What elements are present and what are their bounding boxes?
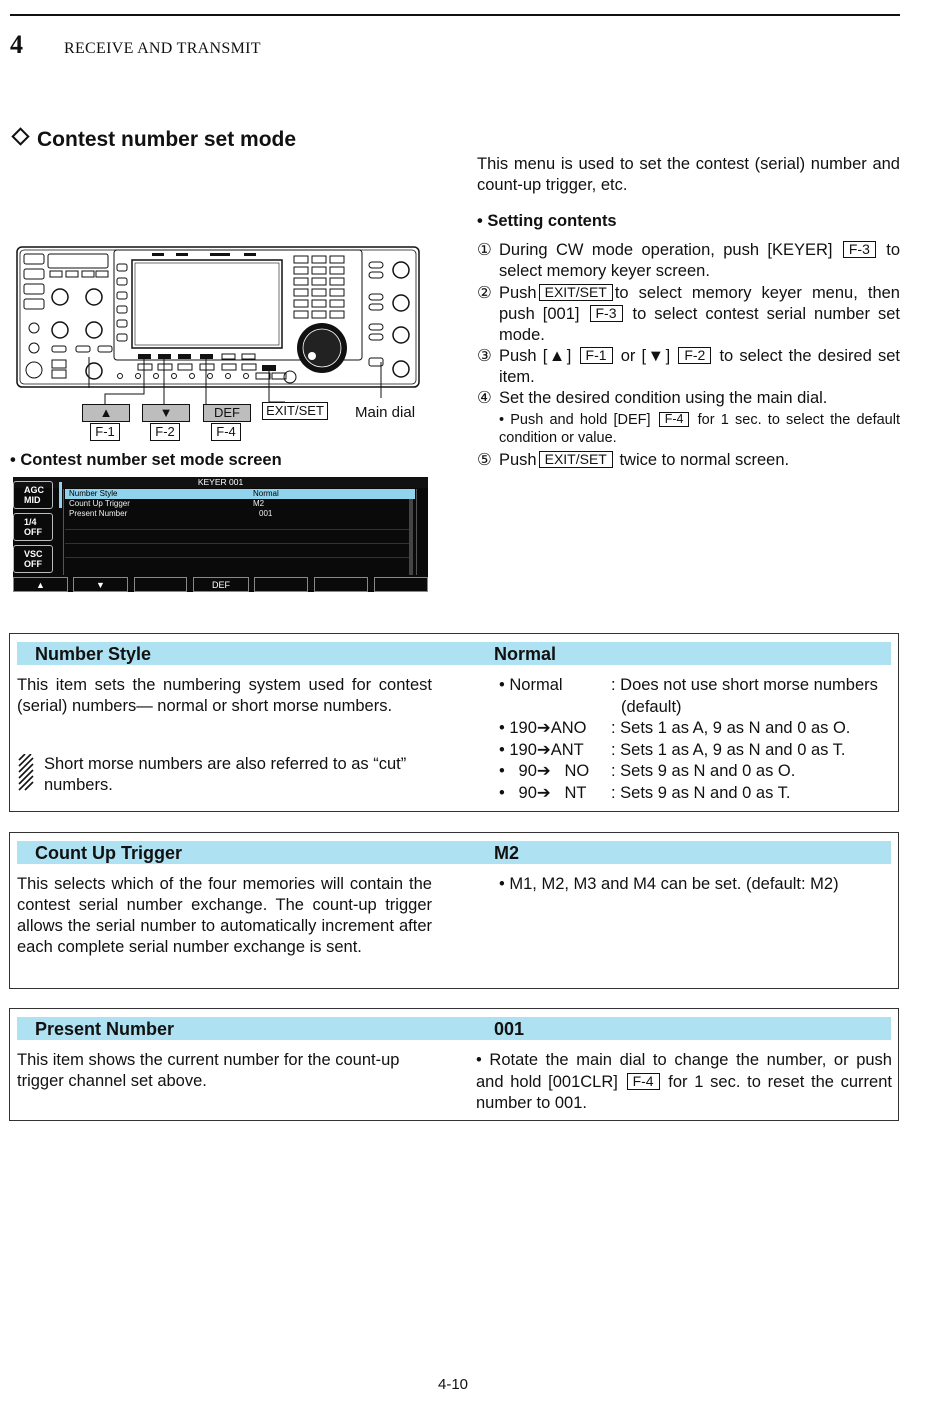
f4-label: F-4 — [211, 423, 241, 441]
lcd-tab-up[interactable]: ▲ — [13, 577, 68, 592]
option-value: : Sets 1 as A, 9 as N and 0 as T. — [611, 740, 846, 759]
present-number-option — [476, 1050, 892, 1115]
header-rule — [10, 14, 900, 16]
main-dial-label: Main dial — [355, 404, 416, 421]
step-text: or [▼] — [620, 347, 671, 365]
option-text: • Rotate the main dial to change the number, or push and hold [001CLR] — [476, 1051, 892, 1091]
key-f3: F-3 — [843, 241, 876, 258]
lcd-tab-empty[interactable] — [314, 577, 368, 592]
step-text: to select memory keyer screen. — [499, 241, 900, 280]
transceiver-front-panel — [16, 246, 420, 388]
present-number-table — [9, 1008, 899, 1121]
key-f4: F-4 — [659, 412, 690, 427]
key-f2: F-2 — [678, 347, 711, 364]
option-row — [499, 740, 899, 762]
row-value: Normal — [253, 489, 279, 498]
step-text: Set the desired condition using the main dial. — [499, 389, 828, 407]
lcd-tab-empty[interactable] — [374, 577, 428, 592]
screen-heading: • Contest number set mode screen — [10, 451, 282, 469]
key-f3: F-3 — [590, 305, 623, 322]
step-text: Push — [499, 284, 537, 302]
option-key: • 90➔ NO — [499, 762, 590, 780]
step-text: to select contest serial number set mode. — [499, 305, 900, 344]
agc-label: AGC — [24, 485, 44, 495]
item-default: M2 — [494, 843, 520, 863]
option-row — [499, 675, 899, 697]
chapter-title: RECEIVE AND TRANSMIT — [64, 40, 261, 57]
key-f1: F-1 — [580, 347, 613, 364]
key-f4: F-4 — [627, 1073, 660, 1090]
step-number: ① — [477, 241, 492, 259]
lcd-screen — [13, 477, 428, 592]
key-exit-set: EXIT/SET — [539, 451, 613, 468]
option-row — [499, 761, 899, 783]
lcd-tab-down[interactable]: ▼ — [73, 577, 128, 592]
step-text: Push — [499, 451, 537, 469]
lcd-title: KEYER 001 — [13, 477, 428, 488]
count-up-header — [17, 841, 891, 864]
lcd-divider — [65, 529, 409, 530]
lcd-tab-empty[interactable] — [254, 577, 308, 592]
f2-label: F-2 — [150, 423, 180, 441]
row-name: Number Style — [69, 489, 118, 498]
number-style-header — [17, 642, 891, 665]
present-number-header — [17, 1017, 891, 1040]
step-number: ⑤ — [477, 451, 492, 469]
step-number: ② — [477, 284, 492, 302]
step-3 — [477, 346, 900, 388]
agc-value: MID — [24, 495, 41, 505]
down-arrow-button[interactable]: ▼ — [142, 404, 190, 422]
f1-label: F-1 — [90, 423, 120, 441]
option-key: • 190➔ANO — [499, 719, 587, 737]
subnote-text: • Push and hold [DEF] — [499, 412, 651, 428]
subnote-text: for 1 sec. to select the default condition or value. — [499, 412, 900, 446]
setting-heading: • Setting contents — [477, 212, 617, 230]
row-value: M2 — [253, 499, 265, 508]
intro-text: This menu is used to set the contest (serial) number and count-up trigger, etc. — [477, 155, 900, 194]
def-button[interactable]: DEF — [203, 404, 251, 422]
chapter-number: 4 — [10, 30, 23, 59]
item-name: Present Number — [35, 1019, 175, 1039]
step-number: ④ — [477, 389, 492, 407]
option-key: • 190➔ANT — [499, 740, 584, 759]
row-name: Count Up Trigger — [69, 499, 130, 508]
number-style-options — [499, 675, 899, 804]
step-text: Push [▲] — [499, 347, 572, 365]
option-key: • Normal — [499, 676, 563, 694]
count-up-option: • M1, M2, M3 and M4 can be set. (default: M2) — [499, 875, 839, 893]
step-2 — [477, 283, 900, 346]
lcd-row-present-number[interactable] — [65, 509, 415, 519]
item-name: Count Up Trigger — [35, 843, 182, 863]
option-value: (default) — [621, 697, 682, 716]
option-value: : Sets 1 as A, 9 as N and 0 as O. — [611, 719, 851, 737]
step-number: ③ — [477, 347, 492, 365]
option-row — [499, 783, 899, 805]
key-exit-set: EXIT/SET — [539, 284, 613, 301]
row-name: Present Number — [69, 509, 128, 518]
present-number-description: This item shows the current number for the count-up trigger channel set above. — [17, 1051, 400, 1090]
agc-indicator — [59, 482, 62, 508]
item-default: 001 — [494, 1019, 525, 1039]
option-value: : Does not use short morse numbers — [611, 676, 878, 694]
attenuator-button[interactable] — [13, 513, 53, 541]
step-4-subnote — [499, 411, 900, 447]
up-arrow-button[interactable]: ▲ — [82, 404, 130, 422]
lcd-tab-empty[interactable] — [134, 577, 187, 592]
option-key: • 90➔ NT — [499, 783, 587, 802]
exit-set-button[interactable]: EXIT/SET — [262, 402, 328, 420]
vsc-button[interactable] — [13, 545, 53, 573]
lcd-divider — [65, 557, 409, 558]
step-5 — [477, 450, 900, 471]
option-row — [499, 697, 899, 719]
step-text: During CW mode operation, push [KEYER] — [499, 241, 833, 259]
number-style-note: Short morse numbers are also referred to as “cut” numbers. — [44, 755, 407, 794]
lcd-row-count-up-trigger[interactable] — [65, 499, 415, 509]
step-1 — [477, 240, 900, 282]
option-row — [499, 718, 899, 740]
att-value: OFF — [24, 527, 42, 537]
count-up-trigger-table — [9, 832, 899, 989]
lcd-divider — [65, 543, 409, 544]
step-text: twice to normal screen. — [619, 451, 790, 469]
option-value: : Sets 9 as N and 0 as O. — [611, 762, 796, 780]
lcd-row-number-style[interactable] — [65, 489, 415, 499]
page-number: 4-10 — [438, 1376, 469, 1393]
step-text: to select memory keyer menu, then push [001] — [499, 284, 900, 323]
diamond-icon — [11, 127, 29, 145]
att-label: 1/4 — [24, 517, 37, 527]
item-default: Normal — [494, 644, 557, 664]
agc-button[interactable] — [13, 481, 53, 509]
number-style-description: This item sets the numbering system used for contest (serial) numbers— normal or short morse numbers. — [17, 676, 432, 715]
vsc-value: OFF — [24, 559, 42, 569]
vsc-label: VSC — [24, 549, 43, 559]
option-value: : Sets 9 as N and 0 as T. — [611, 783, 791, 802]
option-text: for 1 sec. to reset the current number to 001. — [476, 1072, 892, 1112]
step-4 — [477, 388, 900, 409]
lcd-tab-def[interactable]: DEF — [193, 577, 249, 592]
section-title — [10, 128, 296, 152]
transceiver-illustration — [16, 246, 420, 388]
step-text: to select the desired set item. — [499, 347, 900, 386]
note-icon — [17, 754, 37, 792]
number-style-table — [9, 633, 899, 812]
count-up-description: This selects which of the four memories will contain the contest serial number exchange. The count-up trigger allows the serial number to automatically increment after each complete serial number exchange is sent. — [17, 875, 432, 956]
row-value: 001 — [259, 509, 273, 518]
section-title-text: Contest number set mode — [37, 128, 297, 151]
item-name: Number Style — [35, 644, 152, 664]
